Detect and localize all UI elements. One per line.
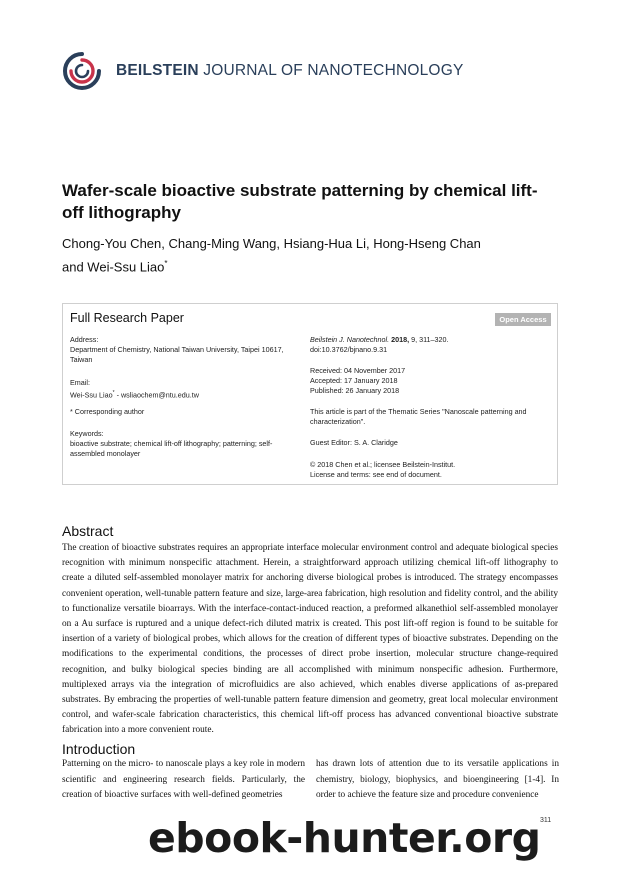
doi-link[interactable]: doi:10.3762/bjnano.9.31 (310, 345, 388, 354)
introduction-heading: Introduction (62, 741, 136, 757)
citation-block: Beilstein J. Nanotechnol. 2018, 9, 311–320. doi:10.3762/bjnano.9.31 (310, 335, 540, 355)
guest-editor: Guest Editor: S. A. Claridge (310, 438, 398, 447)
page-number: 311 (540, 817, 552, 824)
abstract-text: The creation of bioactive substrates requires an appropriate interface molecular environment control and adequate biological species recognition with minimum nonspecific attachment. Herein, a straightforward approach utilizing chemical lift-off lithography to create a diluted self-assembled monolayer matrix for anchoring diverse biological probes is introduced. The strategy encompasses convenient operation, well-tunable pattern feature and size, large-area fabrication, high resolution and fidelity control, and the ability to functionalize versatile bioarrays. With the interface-contact-induced reaction, a preformed alkanethiol self-assembled monolayer on a Au surface is ruptured and a unique defect-rich diluted matrix is created. This post lift-off region is found to be suitable for insertion of a variety of biological probes, which allows for the creation of different types of bioactive substrates. Depending on the modifications to the experimental conditions, the processes of direct probe insertion, molecular structure change-required recognition, and bulky biological species binding are all accomplished with minimum nonspecific adhesion. Furthermore, multiplexed arrays via the integration of microfluidics are also achieved, which enables diverse applications of as-prepared substrates. By embracing the properties of well-tunable pattern feature dimension and geometry, great local molecular environment control, and wafer-scale fabrication characteristics, this chemical lift-off process has advanced conventional bioactive substrate fabrication into a more convenient route. (62, 543, 558, 736)
journal-logo-icon (62, 51, 102, 91)
email-link[interactable]: - wsliaochem@ntu.edu.tw (114, 390, 199, 400)
keywords-block: Keywords: bioactive substrate; chemical lift-off lithography; patterning; self-assembled monolayer (70, 429, 273, 458)
watermark: ebook-hunter.org (148, 814, 541, 862)
license-block: © 2018 Chen et al.; licensee Beilstein-Institut. License and terms: see end of document. (310, 460, 456, 479)
abstract-heading: Abstract (62, 523, 114, 539)
open-access-badge: Open Access (495, 313, 551, 326)
journal-name: BEILSTEIN JOURNAL OF NANOTECHNOLOGY (116, 62, 464, 79)
dates-block: Received: 04 November 2017 Accepted: 17 January 2018 Published: 26 January 2018 (310, 366, 406, 395)
introduction-column-left: Patterning on the micro- to nanoscale plays a key role in modern scientific and engineering research fields. Particularly, the creation of bioactive surfaces with well-defined geometries (62, 759, 305, 800)
corresponding-author-note: * Corresponding author (70, 407, 145, 416)
article-title: Wafer-scale bioactive substrate patterning by chemical lift-off lithography (62, 181, 538, 222)
article-type: Full Research Paper (70, 311, 184, 325)
introduction-column-right: has drawn lots of attention due to its versatile applications in chemistry, biology, biophysics, and bioengineering [1-4]. In order to achieve the feature size and procedure convenience (316, 759, 559, 800)
email-block: Email: Wei-Ssu Liao* - wsliaochem@ntu.edu.tw (70, 378, 199, 400)
address-block: Address: Department of Chemistry, National Taiwan University, Taipei 10617, Taiwan (70, 335, 284, 364)
thematic-series-note: This article is part of the Thematic Series "Nanoscale patterning and characterization". (310, 407, 527, 426)
author-list: Chong-You Chen, Chang-Ming Wang, Hsiang-Hua Li, Hong-Hseng Chan and Wei-Ssu Liao* (62, 236, 481, 275)
